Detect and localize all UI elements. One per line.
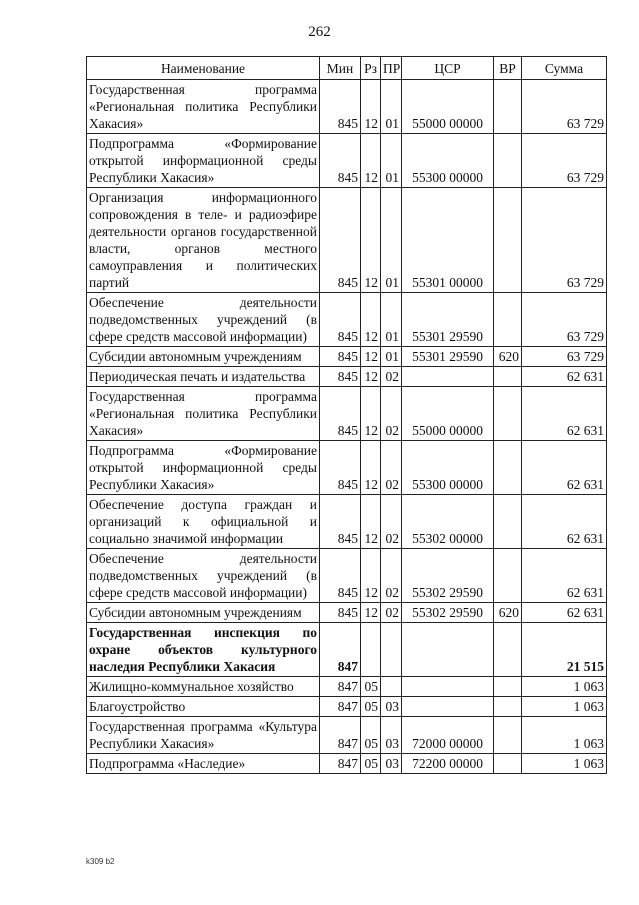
cell-vr [494,293,522,347]
cell-name: Организация информационного сопровождения в теле- и радиоэфире деятельности органов государственной власти, органов местного самоуправления и политических партий [87,188,320,293]
cell-sum: 63 729 [522,80,607,134]
cell-pr: 03 [381,754,402,774]
cell-vr [494,549,522,603]
cell-vr [494,80,522,134]
cell-rz: 12 [361,188,381,293]
table-row [87,717,607,754]
cell-rz: 05 [361,754,381,774]
cell-pr [381,623,402,677]
cell-csr: 55301 29590 [402,347,494,367]
cell-rz: 12 [361,495,381,549]
cell-sum: 63 729 [522,188,607,293]
cell-min: 847 [320,697,361,717]
cell-vr [494,441,522,495]
cell-name: Подпрограмма «Формирование открытой информационной среды Республики Хакасия» [87,134,320,188]
cell-min: 845 [320,80,361,134]
table-row [87,697,607,717]
table-row [87,495,607,549]
cell-vr [494,495,522,549]
cell-name: Субсидии автономным учреждениям [87,603,320,623]
cell-pr: 03 [381,717,402,754]
cell-csr: 72200 00000 [402,754,494,774]
cell-sum: 63 729 [522,134,607,188]
cell-vr [494,677,522,697]
cell-name: Благоустройство [87,697,320,717]
cell-min: 845 [320,367,361,387]
cell-csr: 55302 29590 [402,603,494,623]
cell-pr: 01 [381,188,402,293]
table-row [87,441,607,495]
cell-pr: 02 [381,367,402,387]
cell-min: 847 [320,754,361,774]
cell-rz: 12 [361,80,381,134]
cell-min: 845 [320,549,361,603]
cell-name: Государственная программа «Региональная политика Республики Хакасия» [87,387,320,441]
cell-sum: 1 063 [522,717,607,754]
table-row [87,387,607,441]
cell-vr [494,134,522,188]
cell-min: 847 [320,623,361,677]
table-row [87,603,607,623]
cell-name: Подпрограмма «Наследие» [87,754,320,774]
cell-vr [494,367,522,387]
cell-sum: 62 631 [522,387,607,441]
table-row [87,754,607,774]
table-row [87,80,607,134]
cell-pr [381,677,402,697]
cell-min: 845 [320,603,361,623]
cell-sum: 63 729 [522,293,607,347]
cell-name: Государственная инспекция по охране объектов культурного наследия Республики Хакасия [87,623,320,677]
cell-name: Обеспечение доступа граждан и организаций к официальной и социально значимой информации [87,495,320,549]
cell-rz: 12 [361,549,381,603]
cell-pr: 02 [381,495,402,549]
cell-pr: 02 [381,387,402,441]
cell-rz: 12 [361,387,381,441]
cell-vr: 620 [494,347,522,367]
table-row [87,549,607,603]
cell-vr [494,188,522,293]
table-header-row [87,57,607,80]
cell-csr [402,367,494,387]
table-row [87,134,607,188]
cell-csr: 55000 00000 [402,387,494,441]
cell-name: Государственная программа «Культура Республики Хакасия» [87,717,320,754]
table-row [87,293,607,347]
cell-rz: 12 [361,441,381,495]
cell-vr [494,717,522,754]
cell-sum: 1 063 [522,697,607,717]
cell-pr: 01 [381,347,402,367]
cell-pr: 02 [381,603,402,623]
cell-pr: 03 [381,697,402,717]
cell-name: Периодическая печать и издательства [87,367,320,387]
cell-min: 845 [320,495,361,549]
cell-csr [402,623,494,677]
header-sum: Сумма [522,57,607,80]
cell-csr: 55300 00000 [402,134,494,188]
cell-min: 847 [320,717,361,754]
cell-rz: 12 [361,367,381,387]
table-row [87,188,607,293]
footer-code: k309 b2 [86,857,115,866]
cell-sum: 21 515 [522,623,607,677]
cell-pr: 01 [381,293,402,347]
cell-rz: 12 [361,603,381,623]
cell-sum: 62 631 [522,495,607,549]
cell-name: Обеспечение деятельности подведомственных учреждений (в сфере средств массовой информации) [87,549,320,603]
header-rz: Рз [361,57,381,80]
budget-table [86,56,607,774]
cell-min: 845 [320,387,361,441]
cell-name: Субсидии автономным учреждениям [87,347,320,367]
cell-sum: 63 729 [522,347,607,367]
cell-sum: 1 063 [522,677,607,697]
cell-pr: 02 [381,441,402,495]
cell-pr: 01 [381,80,402,134]
cell-csr: 55301 29590 [402,293,494,347]
cell-pr: 01 [381,134,402,188]
cell-vr [494,697,522,717]
cell-vr [494,754,522,774]
cell-pr: 02 [381,549,402,603]
cell-rz: 05 [361,717,381,754]
table-row [87,623,607,677]
cell-csr: 55302 00000 [402,495,494,549]
cell-sum: 1 063 [522,754,607,774]
header-min: Мин [320,57,361,80]
cell-csr: 55000 00000 [402,80,494,134]
cell-rz: 05 [361,677,381,697]
cell-csr: 55300 00000 [402,441,494,495]
cell-csr: 55301 00000 [402,188,494,293]
cell-vr [494,623,522,677]
header-pr: ПР [381,57,402,80]
cell-csr [402,697,494,717]
header-csr: ЦСР [402,57,494,80]
header-vr: ВР [494,57,522,80]
cell-sum: 62 631 [522,441,607,495]
cell-rz: 12 [361,134,381,188]
cell-min: 845 [320,293,361,347]
page-number: 262 [308,24,331,40]
table-row [87,347,607,367]
cell-name: Подпрограмма «Формирование открытой информационной среды Республики Хакасия» [87,441,320,495]
cell-csr [402,677,494,697]
table-row [87,367,607,387]
cell-rz: 12 [361,347,381,367]
cell-sum: 62 631 [522,367,607,387]
cell-csr: 72000 00000 [402,717,494,754]
header-name: Наименование [87,57,320,80]
cell-rz: 12 [361,293,381,347]
cell-min: 847 [320,677,361,697]
cell-sum: 62 631 [522,549,607,603]
cell-vr [494,387,522,441]
table-body [87,80,607,774]
cell-rz [361,623,381,677]
cell-sum: 62 631 [522,603,607,623]
cell-rz: 05 [361,697,381,717]
cell-csr: 55302 29590 [402,549,494,603]
cell-name: Жилищно-коммунальное хозяйство [87,677,320,697]
table-row [87,677,607,697]
cell-min: 845 [320,441,361,495]
cell-vr: 620 [494,603,522,623]
cell-name: Обеспечение деятельности подведомственных учреждений (в сфере средств массовой информации) [87,293,320,347]
cell-min: 845 [320,134,361,188]
cell-name: Государственная программа «Региональная политика Республики Хакасия» [87,80,320,134]
cell-min: 845 [320,188,361,293]
cell-min: 845 [320,347,361,367]
